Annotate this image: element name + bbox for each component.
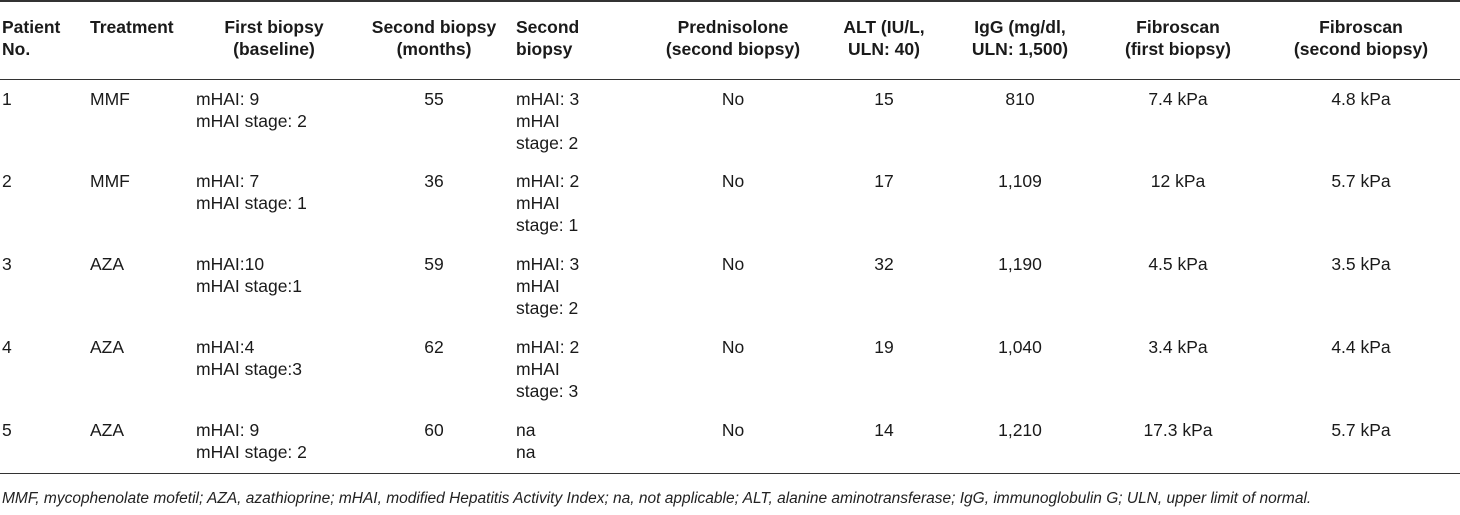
cell-first-biopsy: mHAI: 7 mHAI stage: 1 <box>196 171 307 213</box>
header-treatment: Treatment <box>88 1 194 79</box>
cell-fibroscan-first: 4.5 kPa <box>1148 254 1208 274</box>
cell-alt: 32 <box>874 254 894 274</box>
header-patient-no: Patient No. <box>0 1 88 79</box>
header-first-biopsy: First biopsy (baseline) <box>194 1 354 79</box>
cell-second-biopsy: mHAI: 2 mHAI stage: 3 <box>516 337 580 401</box>
cell-months: 60 <box>354 411 514 473</box>
cell-prednisolone: No <box>721 337 745 357</box>
cell-first-biopsy: mHAI: 9 mHAI stage: 2 <box>196 88 307 131</box>
header-second-biopsy-months: Second biopsy (months) <box>354 1 514 79</box>
cell-fibroscan-second: 4.4 kPa <box>1331 337 1391 357</box>
cell-months: 36 <box>424 171 444 191</box>
cell-igg: 1,040 <box>998 337 1042 357</box>
cell-treatment: AZA <box>90 337 125 357</box>
header-fibroscan-first: Fibroscan (first biopsy) <box>1094 1 1262 79</box>
cell-fibroscan-second: 4.8 kPa <box>1331 88 1391 109</box>
cell-igg: 1,190 <box>998 254 1042 274</box>
table-row <box>0 245 1460 328</box>
cell-igg: 1,109 <box>998 171 1042 191</box>
cell-treatment: AZA <box>90 254 125 274</box>
cell-fibroscan-first: 7.4 kPa <box>1148 88 1208 109</box>
cell-first-biopsy: mHAI:4 mHAI stage:3 <box>196 337 303 379</box>
table-row <box>0 79 1460 162</box>
cell-patient: 5 <box>0 411 88 473</box>
cell-treatment: AZA <box>88 411 194 473</box>
cell-fibroscan-second: 5.7 kPa <box>1262 411 1460 473</box>
cell-second-biopsy: na na <box>514 411 644 473</box>
cell-fibroscan-first: 12 kPa <box>1150 171 1206 191</box>
table-footnote: MMF, mycophenolate mofetil; AZA, azathioprine; mHAI, modified Hepatitis Activity Index; na, not applicable; ALT, alanine aminotransferase; IgG, immunoglobulin G; ULN, upper limit of normal. <box>2 490 1312 507</box>
cell-patient: 1 <box>2 88 12 109</box>
cell-fibroscan-first: 3.4 kPa <box>1148 337 1208 357</box>
cell-treatment: MMF <box>90 88 130 109</box>
cell-first-biopsy: mHAI:10 mHAI stage:1 <box>196 254 303 296</box>
cell-igg: 810 <box>1005 88 1035 109</box>
cell-prednisolone: No <box>721 171 745 191</box>
header-alt: ALT (IU/L, ULN: 40) <box>822 1 946 79</box>
header-igg: IgG (mg/dl, ULN: 1,500) <box>946 1 1094 79</box>
cell-treatment: MMF <box>90 171 130 191</box>
cell-alt: 14 <box>822 411 946 473</box>
cell-prednisolone: No <box>721 254 745 274</box>
cell-months: 62 <box>424 337 444 357</box>
cell-months: 55 <box>424 88 444 109</box>
table-row <box>0 328 1460 411</box>
cell-prednisolone: No <box>721 88 745 109</box>
cell-second-biopsy: mHAI: 3 mHAI stage: 2 <box>516 88 580 153</box>
header-row <box>0 1 1460 79</box>
cell-second-biopsy: mHAI: 2 mHAI stage: 1 <box>516 171 580 235</box>
cell-alt: 15 <box>874 88 894 109</box>
cell-fibroscan-first: 17.3 kPa <box>1094 411 1262 473</box>
cell-patient: 2 <box>2 171 12 191</box>
cell-months: 59 <box>424 254 444 274</box>
table-row <box>0 411 1460 473</box>
header-prednisolone: Prednisolone (second biopsy) <box>644 1 822 79</box>
cell-igg: 1,210 <box>946 411 1094 473</box>
cell-second-biopsy: mHAI: 3 mHAI stage: 2 <box>516 254 580 318</box>
cell-prednisolone: No <box>644 411 822 473</box>
cell-alt: 17 <box>874 171 894 191</box>
cell-patient: 3 <box>2 254 12 274</box>
cell-first-biopsy: mHAI: 9 mHAI stage: 2 <box>194 411 354 473</box>
cell-fibroscan-second: 5.7 kPa <box>1331 171 1391 191</box>
cell-alt: 19 <box>874 337 894 357</box>
table-row <box>0 162 1460 245</box>
cell-patient: 4 <box>2 337 12 357</box>
cell-fibroscan-second: 3.5 kPa <box>1331 254 1391 274</box>
header-second-biopsy: Second biopsy <box>514 1 644 79</box>
header-fibroscan-second: Fibroscan (second biopsy) <box>1262 1 1460 79</box>
